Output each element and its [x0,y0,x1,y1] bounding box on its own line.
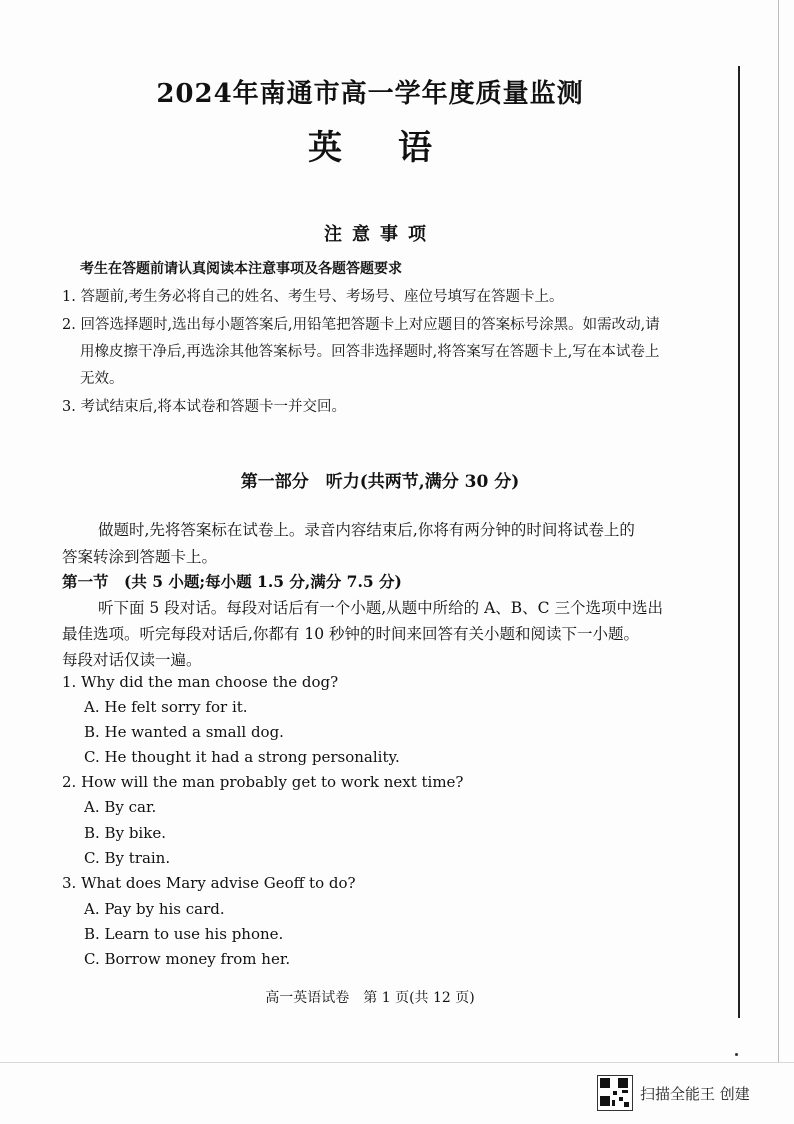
scan-speck [735,1053,738,1056]
question-option: B. Learn to use his phone. [84,925,284,943]
part-intro-line: 答案转涂到答题卡上。 [62,548,218,566]
subject-heading [0,120,740,169]
section-intro-line: 最佳选项。听完每段对话后,你都有 10 秒钟的时间来回答有关小题和阅读下一小题。 [62,625,640,643]
subject-char-2: 语 [398,128,432,168]
question-option: A. By car. [84,798,157,816]
question-option: A. He felt sorry for it. [84,698,248,716]
page-footer: 高一英语试卷 第 1 页(共 12 页) [265,990,475,1006]
notice-intro: 考生在答题前请认真阅读本注意事项及各题答题要求 [80,261,402,277]
question-option: A. Pay by his card. [84,900,225,918]
section-intro-line: 每段对话仅读一遍。 [62,651,202,669]
notice-title: 注意事项 [324,224,436,245]
scan-bottom-divider [0,1062,794,1063]
notice-item: 2. 回答选择题时,选出每小题答案后,用铅笔把答题卡上对应题目的答案标号涂黑。如需改动,请 [62,317,660,333]
part-one-title: 第一部分 听力(共两节,满分 30 分) [240,472,520,492]
question-option: C. By train. [84,849,171,867]
notice-item: 3. 考试结束后,将本试卷和答题卡一并交回。 [62,399,347,415]
question-option: B. By bike. [84,824,166,842]
question-option: C. Borrow money from her. [84,950,291,968]
question-stem: 1. Why did the man choose the dog? [62,673,339,691]
qr-code-icon [597,1075,633,1111]
notice-item: 1. 答题前,考生务必将自己的姓名、考生号、考场号、座位号填写在答题卡上。 [62,289,564,305]
question-stem: 3. What does Mary advise Geoff to do? [62,874,356,892]
section-intro-line: 听下面 5 段对话。每段对话后有一个小题,从题中所给的 A、B、C 三个选项中选出 [98,599,663,617]
part-intro-line: 做题时,先将答案标在试卷上。录音内容结束后,你将有两分钟的时间将试卷上的 [98,521,635,539]
notice-item-continued: 无效。 [80,371,124,387]
question-option: C. He thought it had a strong personality. [84,748,400,766]
notice-item-continued: 用橡皮擦干净后,再选涂其他答案标号。回答非选择题时,将答案写在答题卡上,写在本试卷上 [80,344,660,360]
exam-title: 2024年南通市高一学年度质量监测 [156,79,584,109]
section-one-title: 第一节 (共 5 小题;每小题 1.5 分,满分 7.5 分) [62,572,402,591]
subject-char-1: 英 [308,128,342,168]
scanner-brand-text: 扫描全能王 创建 [640,1085,750,1103]
question-stem: 2. How will the man probably get to work next time? [62,773,464,791]
binding-line [738,66,740,1018]
scan-edge-line [778,0,779,1062]
question-option: B. He wanted a small dog. [84,723,284,741]
